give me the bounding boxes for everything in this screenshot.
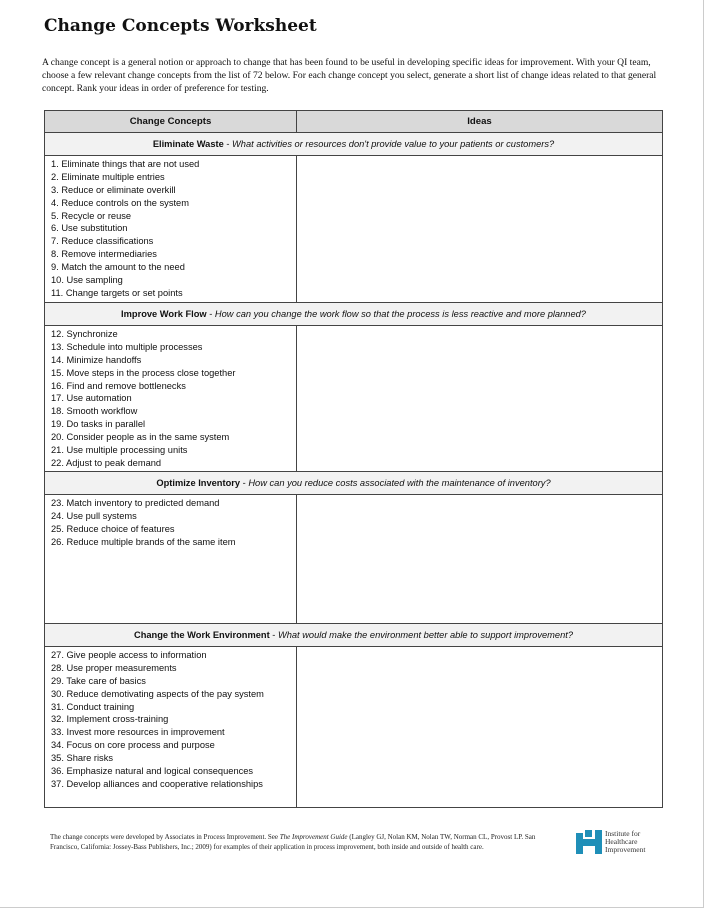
section-name: Improve Work Flow [121,309,207,319]
section-header: Change the Work Environment - What would make the environment better able to support improvement? [45,624,663,647]
section-question: What would make the environment better able to support improvement? [277,630,574,640]
footer-text: The change concepts were developed by Associates in Process Improvement. See [50,833,280,841]
section-header: Improve Work Flow - How can you change the work flow so that the process is less reactive and more planned? [45,303,663,326]
concept-list [45,495,297,624]
ideas-cell[interactable] [297,647,663,808]
ideas-cell[interactable] [297,156,663,303]
change-concept-item: 33. Invest more resources in improvement [51,727,225,738]
section-header-row [45,133,663,156]
change-concept-item: 24. Use pull systems [51,510,137,521]
change-concept-item: 6. Use substitution [51,223,128,234]
change-concept-item: 28. Use proper measurements [51,662,177,673]
footer-citation [50,833,560,852]
change-concept-item: 15. Move steps in the process close together [51,367,236,378]
section-header-row [45,624,663,647]
change-concept-item: 37. Develop alliances and cooperative relationships [51,778,263,789]
section-question: How can you reduce costs associated with the maintenance of inventory? [248,478,551,488]
concept-list [45,647,297,808]
change-concept-item: 2. Eliminate multiple entries [51,171,165,182]
change-concept-item: 14. Minimize handoffs [51,354,142,365]
change-concept-item: 30. Reduce demotivating aspects of the pay system [51,688,264,699]
footer-book-title: The Improvement Guide [279,833,348,841]
section-header-row [45,303,663,326]
ihi-logo-icon [576,830,602,854]
logo-text-1: Institute for [605,829,641,838]
section-name: Change the Work Environment [133,630,270,640]
change-concept-item: 22. Adjust to peak demand [51,457,162,468]
change-concept-item: 7. Reduce classifications [51,236,154,247]
section-header-row [45,472,663,495]
section-content-row [45,156,663,303]
section-name: Eliminate Waste [152,139,224,149]
change-concept-item: 20. Consider people as in the same system [51,432,230,443]
footer-text-rest: (Langley GJ, Nolan KM, Nolan TW, Norman CL, Provost LP. San Francisco, California: Jossey-Bass Publishers, Inc.; 2009) for examples of their application in process improvement, both inside and outside of health care. [50,833,536,851]
concept-list [45,326,297,472]
section-content-row [45,647,663,808]
change-concept-item: 32. Implement cross-training [51,714,169,725]
change-concept-item: 8. Remove intermediaries [51,249,157,260]
section-content-row [45,326,663,472]
change-concept-item: 12. Synchronize [51,329,118,339]
change-concept-item: 21. Use multiple processing units [51,445,188,456]
change-concept-item: 36. Emphasize natural and logical consequences [51,766,254,777]
page-title: Change Concepts Worksheet [44,16,317,36]
section-header: Eliminate Waste - What activities or resources don't provide value to your patients or customers? [45,133,663,156]
header-ideas: Ideas [297,111,663,133]
change-concept-item: 35. Share risks [51,753,114,764]
change-concept-item: 5. Recycle or reuse [51,210,132,221]
change-concept-item: 34. Focus on core process and purpose [51,740,215,751]
change-concept-item: 25. Reduce choice of features [51,523,175,534]
change-concept-item: 13. Schedule into multiple processes [51,341,203,352]
logo-text-3: Improvement [605,845,646,854]
change-concept-item: 23. Match inventory to predicted demand [51,498,220,508]
section-question: How can you change the work flow so that the process is less reactive and more planned? [214,309,586,319]
change-concept-item: 1. Eliminate things that are not used [51,159,200,169]
change-concept-item: 18. Smooth workflow [51,406,138,417]
change-concept-item: 26. Reduce multiple brands of the same item [51,536,236,547]
change-concept-item: 17. Use automation [51,393,132,404]
section-content-row [45,495,663,624]
change-concept-item: 29. Take care of basics [51,675,146,686]
logo-text-2: Healthcare [605,837,638,846]
section-name: Optimize Inventory [156,478,241,488]
change-concept-item: 11. Change targets or set points [51,287,183,298]
header-change-concepts: Change Concepts [45,111,297,133]
change-concept-item: 9. Match the amount to the need [51,262,185,273]
ihi-logo [576,830,645,854]
concept-list [45,156,297,303]
ideas-cell[interactable] [297,495,663,624]
change-concept-item: 4. Reduce controls on the system [51,197,189,208]
intro-paragraph: A change concept is a general notion or approach to change that has been found to be useful in developing specific ideas for improvement. With your QI team, choose a few relevant change concepts from the list of 72 below. For each change concept you select, generate a short list of change ideas related to that general concept. Rank your ideas in order of preference for testing. [42,57,657,94]
change-concept-item: 31. Conduct training [51,701,135,712]
change-concepts-table [44,110,663,808]
change-concept-item: 3. Reduce or eliminate overkill [51,184,176,195]
change-concept-item: 10. Use sampling [51,275,123,286]
section-question: What activities or resources don't provide value to your patients or customers? [232,139,555,149]
ideas-cell[interactable] [297,326,663,472]
change-concept-item: 27. Give people access to information [51,650,207,660]
change-concept-item: 19. Do tasks in parallel [51,419,146,430]
section-header: Optimize Inventory - How can you reduce costs associated with the maintenance of inventory? [45,472,663,495]
change-concept-item: 16. Find and remove bottlenecks [51,380,186,391]
